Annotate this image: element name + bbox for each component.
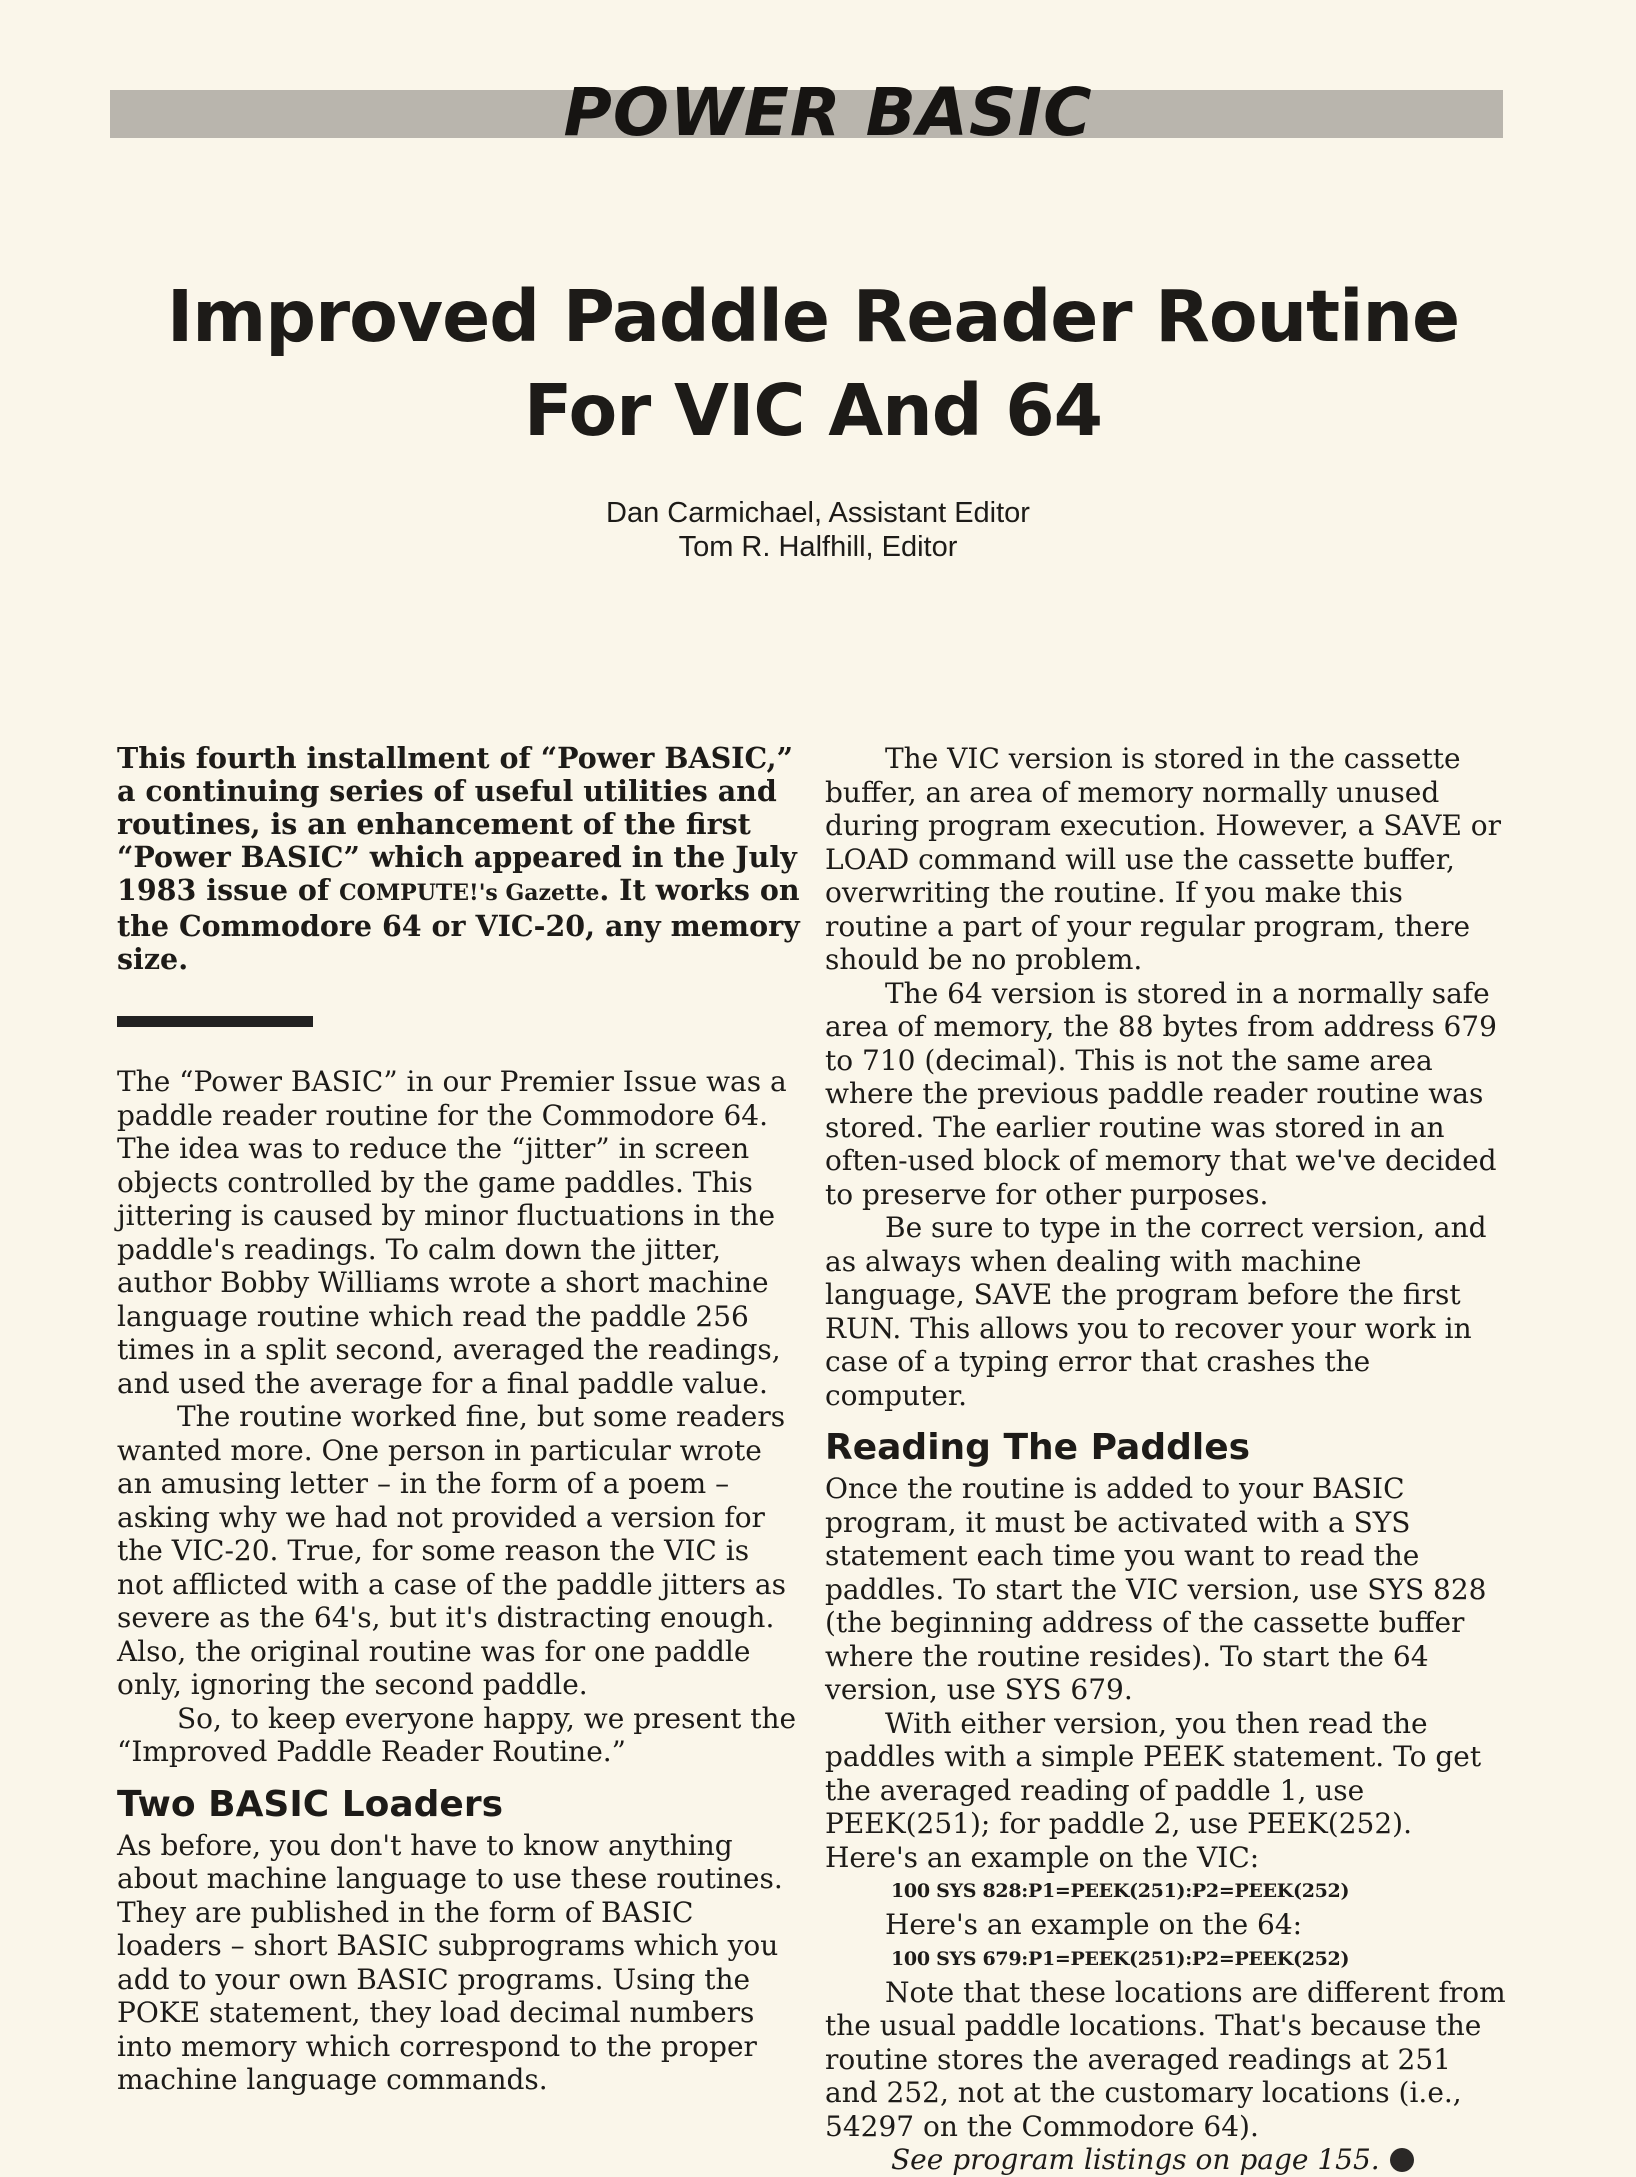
loaders-paragraph: As before, you don't have to know anything about machine language to use these routines. They are published in the form of BASIC loaders – short BASIC subprograms which you add to your own BASIC programs. Using the POKE statement, they load decimal numbers into memory which correspond to the proper machine language commands. [117,1828,783,2096]
bylines [0,496,1636,564]
save-warning-paragraph: Be sure to type in the correct version, and as always when dealing with machine language, SAVE the program before the first RUN. This allows you to recover your work in case of a typing error that crashes the computer. [825,1211,1487,1412]
left-column [117,742,802,2097]
intro-text-start: This fourth installment of “Power BASIC,” a continuing series of useful utilities and routines, is an enhancement of the first “Power BASIC” which appeared in the July 1983 issue of [117,741,797,907]
body-paragraph-3: So, to keep everyone happy, we present the “Improved Paddle Reader Routine.” [117,1701,797,1768]
code-example-vic: 100 SYS 828:P1=PEEK(251):P2=PEEK(252) [891,1880,1350,1902]
magazine-name: COMPUTE!'s Gazette [339,880,600,906]
see-listings-text: See program listings on page 155. [891,2143,1380,2176]
end-mark-icon [1390,2148,1414,2172]
right-column [825,742,1510,2177]
vic-version-paragraph: The VIC version is stored in the cassette buffer, an area of memory normally unused during program execution. However, a SAVE or LOAD command will use the cassette buffer, overwriting the routine. If you make this routine a part of your regular program, there should be no problem. [825,742,1502,976]
c64-version-paragraph: The 64 version is stored in a normally safe area of memory, the 88 bytes from address 679 to 710 (decimal). This is not the same area where the previous paddle reader routine was stored. The earlier routine was stored in an often-used block of memory that we've decided to preserve for other purposes. [825,976,1497,1211]
example-64-label: Here's an example on the 64: [885,1908,1303,1941]
byline-author-2: Tom R. Halfhill, Editor [678,531,958,563]
paddles-paragraph-3: Note that these locations are different from the usual paddle locations. That's because the routine stores the averaged readings at 251 and 252, not at the customary locations (i.e., 54297 on the Commodore 64). [825,1975,1506,2143]
intro-divider [117,1016,313,1027]
intro-text-end: . It works on the Commodore 64 or VIC-20, any memory size. [117,873,800,976]
intro-paragraph [117,742,802,976]
heading-two-basic-loaders: Two BASIC Loaders [117,1783,504,1825]
paddles-paragraph-2: With either version, you then read the paddles with a simple PEEK statement. To get the averaged reading of paddle 1, use PEEK(251); for paddle 2, use PEEK(252). Here's an example on the VIC: [825,1706,1482,1874]
article-title-line-2: For VIC And 64 [523,369,1103,452]
code-example-64: 100 SYS 679:P1=PEEK(251):P2=PEEK(252) [891,1947,1350,1970]
byline-author-1: Dan Carmichael, Assistant Editor [606,497,1030,529]
article-title-line-1: Improved Paddle Reader Routine [166,275,1460,358]
section-banner-title: POWER BASIC [563,74,1093,151]
body-paragraph-2: The routine worked fine, but some readers wanted more. One person in particular wrote an amusing letter – in the form of a poem – asking why we had not provided a version for the VIC-20. True, for some reason the VIC is not afflicted with a case of the paddle jitters as severe as the 64's, but it's distracting enough. Also, the original routine was for one paddle only, ignoring the second paddle. [117,1400,786,1701]
body-paragraph-1: The “Power BASIC” in our Premier Issue was a paddle reader routine for the Commodore 64. The idea was to reduce the “jitter” in screen objects controlled by the game paddles. This jittering is caused by minor fluctuations in the paddle's readings. To calm down the jitter, author Bobby Williams wrote a short machine language routine which read the paddle 256 times in a split second, averaged the readings, and used the average for a final paddle value. [117,1065,787,1400]
paddles-paragraph-1: Once the routine is added to your BASIC program, it must be activated with a SYS statement each time you want to read the paddles. To start the VIC version, use SYS 828 (the beginning address of the cassette buffer where the routine resides). To start the 64 version, use SYS 679. [825,1472,1487,1706]
article-title [110,270,1516,458]
heading-reading-the-paddles: Reading The Paddles [825,1427,1251,1468]
